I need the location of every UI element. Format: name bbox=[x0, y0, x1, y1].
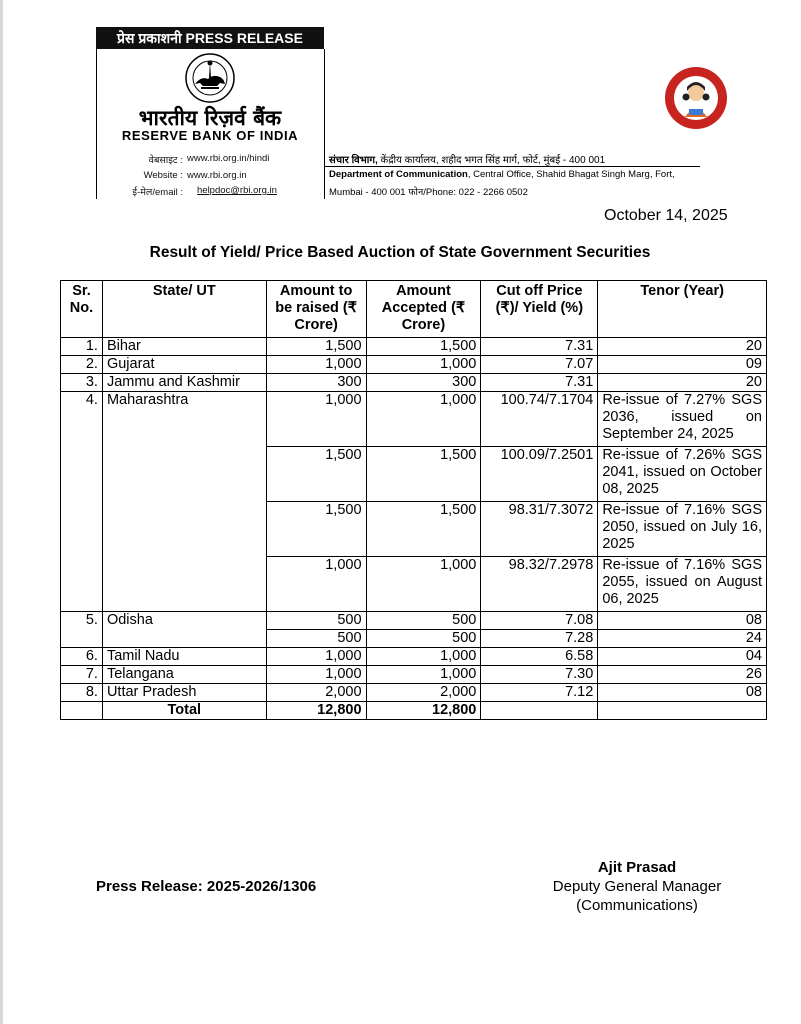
cell-raised: 1,000 bbox=[266, 356, 366, 374]
table-header-row bbox=[61, 281, 767, 338]
cell-state: Gujarat bbox=[102, 356, 266, 374]
cell-sr: 7. bbox=[61, 666, 103, 684]
cell-raised: 500 bbox=[266, 630, 366, 648]
cell-tenor-note: Re-issue of 7.16% SGS 2055, issued on August 06, 2025 bbox=[598, 557, 767, 612]
cell-cutoff: 6.58 bbox=[481, 648, 598, 666]
cell-state: Uttar Pradesh bbox=[102, 684, 266, 702]
cell-tenor: 20 bbox=[598, 374, 767, 392]
bank-name-english: RESERVE BANK OF INDIA bbox=[121, 128, 299, 143]
cell-state: Tamil Nadu bbox=[102, 648, 266, 666]
cell-accepted: 1,500 bbox=[366, 447, 481, 502]
dept-english-bold: Department of Communication bbox=[329, 169, 468, 180]
cell-raised: 1,000 bbox=[266, 557, 366, 612]
table-row bbox=[61, 356, 767, 374]
cell-cutoff: 7.31 bbox=[481, 338, 598, 356]
cell-tenor: 08 bbox=[598, 612, 767, 630]
cell-raised: 1,000 bbox=[266, 392, 366, 447]
cell-cutoff: 7.31 bbox=[481, 374, 598, 392]
table-row bbox=[61, 392, 767, 447]
cell-accepted: 1,000 bbox=[366, 392, 481, 447]
cell-accepted: 1,000 bbox=[366, 648, 481, 666]
total-row bbox=[61, 702, 767, 720]
cell-tenor: 20 bbox=[598, 338, 767, 356]
cell-accepted: 1,500 bbox=[366, 502, 481, 557]
cell-raised: 1,500 bbox=[266, 338, 366, 356]
cell-sr: 5. bbox=[61, 612, 103, 648]
cell-tenor: 09 bbox=[598, 356, 767, 374]
cell-raised: 1,000 bbox=[266, 648, 366, 666]
cell-state: Odisha bbox=[102, 612, 266, 648]
page-title: Result of Yield/ Price Based Auction of State Government Securities bbox=[149, 244, 651, 261]
cell-empty bbox=[481, 702, 598, 720]
scan-edge bbox=[0, 0, 3, 1024]
cell-cutoff: 7.28 bbox=[481, 630, 598, 648]
cell-cutoff: 100.09/7.2501 bbox=[481, 447, 598, 502]
dept-hindi-bold: संचार विभाग, bbox=[329, 155, 378, 166]
table-row bbox=[61, 648, 767, 666]
table-row bbox=[61, 338, 767, 356]
cell-tenor: 04 bbox=[598, 648, 767, 666]
cell-raised: 1,500 bbox=[266, 447, 366, 502]
cell-raised: 500 bbox=[266, 612, 366, 630]
cell-raised: 1,000 bbox=[266, 666, 366, 684]
contact-value-website[interactable]: www.rbi.org.in bbox=[187, 170, 247, 181]
dept-address-english bbox=[329, 169, 675, 180]
dept-address-hindi bbox=[329, 152, 605, 166]
cell-sr: 6. bbox=[61, 648, 103, 666]
cell-cutoff: 98.31/7.3072 bbox=[481, 502, 598, 557]
cell-tenor: 26 bbox=[598, 666, 767, 684]
bank-name-hindi: भारतीय रिज़र्व बैंक bbox=[138, 105, 282, 130]
cell-tenor-note: Re-issue of 7.27% SGS 2036, issued on September 24, 2025 bbox=[598, 392, 767, 447]
cell-accepted: 1,000 bbox=[366, 356, 481, 374]
cell-accepted: 1,500 bbox=[366, 338, 481, 356]
cell-tenor: 24 bbox=[598, 630, 767, 648]
table-row bbox=[61, 374, 767, 392]
signatory-dept: (Communications) bbox=[576, 897, 698, 914]
header-cutoff: Cut off Price (₹)/ Yield (%) bbox=[481, 281, 598, 338]
signatory-name: Ajit Prasad bbox=[597, 859, 677, 876]
dept-hindi-rest: केंद्रीय कार्यालय, शहीद भगत सिंह मार्ग, फोर्ट, मुंबई - 400 001 bbox=[377, 155, 606, 166]
signature-block bbox=[540, 858, 734, 915]
total-label: Total bbox=[102, 702, 266, 720]
table-row bbox=[61, 666, 767, 684]
release-date: October 14, 2025 bbox=[604, 207, 728, 224]
cell-cutoff: 98.32/7.2978 bbox=[481, 557, 598, 612]
table-row bbox=[61, 612, 767, 630]
cell-sr: 2. bbox=[61, 356, 103, 374]
cell-sr: 3. bbox=[61, 374, 103, 392]
press-release-banner: प्रेस प्रकाशनी PRESS RELEASE bbox=[96, 27, 324, 49]
header-raised: Amount to be raised (₹ Crore) bbox=[266, 281, 366, 338]
contact-label-website: Website : bbox=[143, 170, 183, 181]
dept-phone: Mumbai - 400 001 फोन/Phone: 022 - 2266 0502 bbox=[329, 187, 528, 198]
cell-empty bbox=[61, 702, 103, 720]
rbi-logo-icon bbox=[183, 52, 237, 104]
cell-accepted: 1,000 bbox=[366, 666, 481, 684]
header-accepted: Amount Accepted (₹ Crore) bbox=[366, 281, 481, 338]
cell-cutoff: 100.74/7.1704 bbox=[481, 392, 598, 447]
contact-value-hindi-site[interactable]: www.rbi.org.in/hindi bbox=[187, 153, 270, 164]
signatory-title: Deputy General Manager bbox=[552, 878, 722, 895]
cell-accepted: 2,000 bbox=[366, 684, 481, 702]
auction-results-table bbox=[60, 280, 767, 720]
cell-cutoff: 7.08 bbox=[481, 612, 598, 630]
cell-state: Jammu and Kashmir bbox=[102, 374, 266, 392]
cell-cutoff: 7.12 bbox=[481, 684, 598, 702]
cell-cutoff: 7.07 bbox=[481, 356, 598, 374]
total-raised: 12,800 bbox=[266, 702, 366, 720]
beti-bachao-emblem-icon bbox=[663, 65, 729, 131]
cell-accepted: 500 bbox=[366, 612, 481, 630]
contact-label-hindi-site: वेबसाइट : bbox=[148, 155, 183, 166]
cell-cutoff: 7.30 bbox=[481, 666, 598, 684]
cell-empty bbox=[598, 702, 767, 720]
cell-accepted: 300 bbox=[366, 374, 481, 392]
cell-state: Telangana bbox=[102, 666, 266, 684]
cell-tenor: 08 bbox=[598, 684, 767, 702]
dept-divider bbox=[325, 166, 700, 167]
total-accepted: 12,800 bbox=[366, 702, 481, 720]
contact-label-email: ई-मेल/email : bbox=[132, 187, 183, 198]
header-state: State/ UT bbox=[102, 281, 266, 338]
cell-raised: 2,000 bbox=[266, 684, 366, 702]
cell-tenor-note: Re-issue of 7.16% SGS 2050, issued on July 16, 2025 bbox=[598, 502, 767, 557]
cell-state: Maharashtra bbox=[102, 392, 266, 612]
cell-raised: 1,500 bbox=[266, 502, 366, 557]
cell-tenor-note: Re-issue of 7.26% SGS 2041, issued on October 08, 2025 bbox=[598, 447, 767, 502]
cell-state: Bihar bbox=[102, 338, 266, 356]
contact-value-email[interactable]: helpdoc@rbi.org.in bbox=[197, 185, 277, 196]
cell-sr: 1. bbox=[61, 338, 103, 356]
table-row bbox=[61, 684, 767, 702]
cell-sr: 8. bbox=[61, 684, 103, 702]
dept-english-rest: , Central Office, Shahid Bhagat Singh Marg, Fort, bbox=[467, 169, 675, 180]
header-sr: Sr. No. bbox=[61, 281, 103, 338]
cell-sr: 4. bbox=[61, 392, 103, 612]
cell-accepted: 500 bbox=[366, 630, 481, 648]
cell-accepted: 1,000 bbox=[366, 557, 481, 612]
press-release-number: Press Release: 2025-2026/1306 bbox=[96, 878, 317, 895]
header-tenor: Tenor (Year) bbox=[598, 281, 767, 338]
cell-raised: 300 bbox=[266, 374, 366, 392]
